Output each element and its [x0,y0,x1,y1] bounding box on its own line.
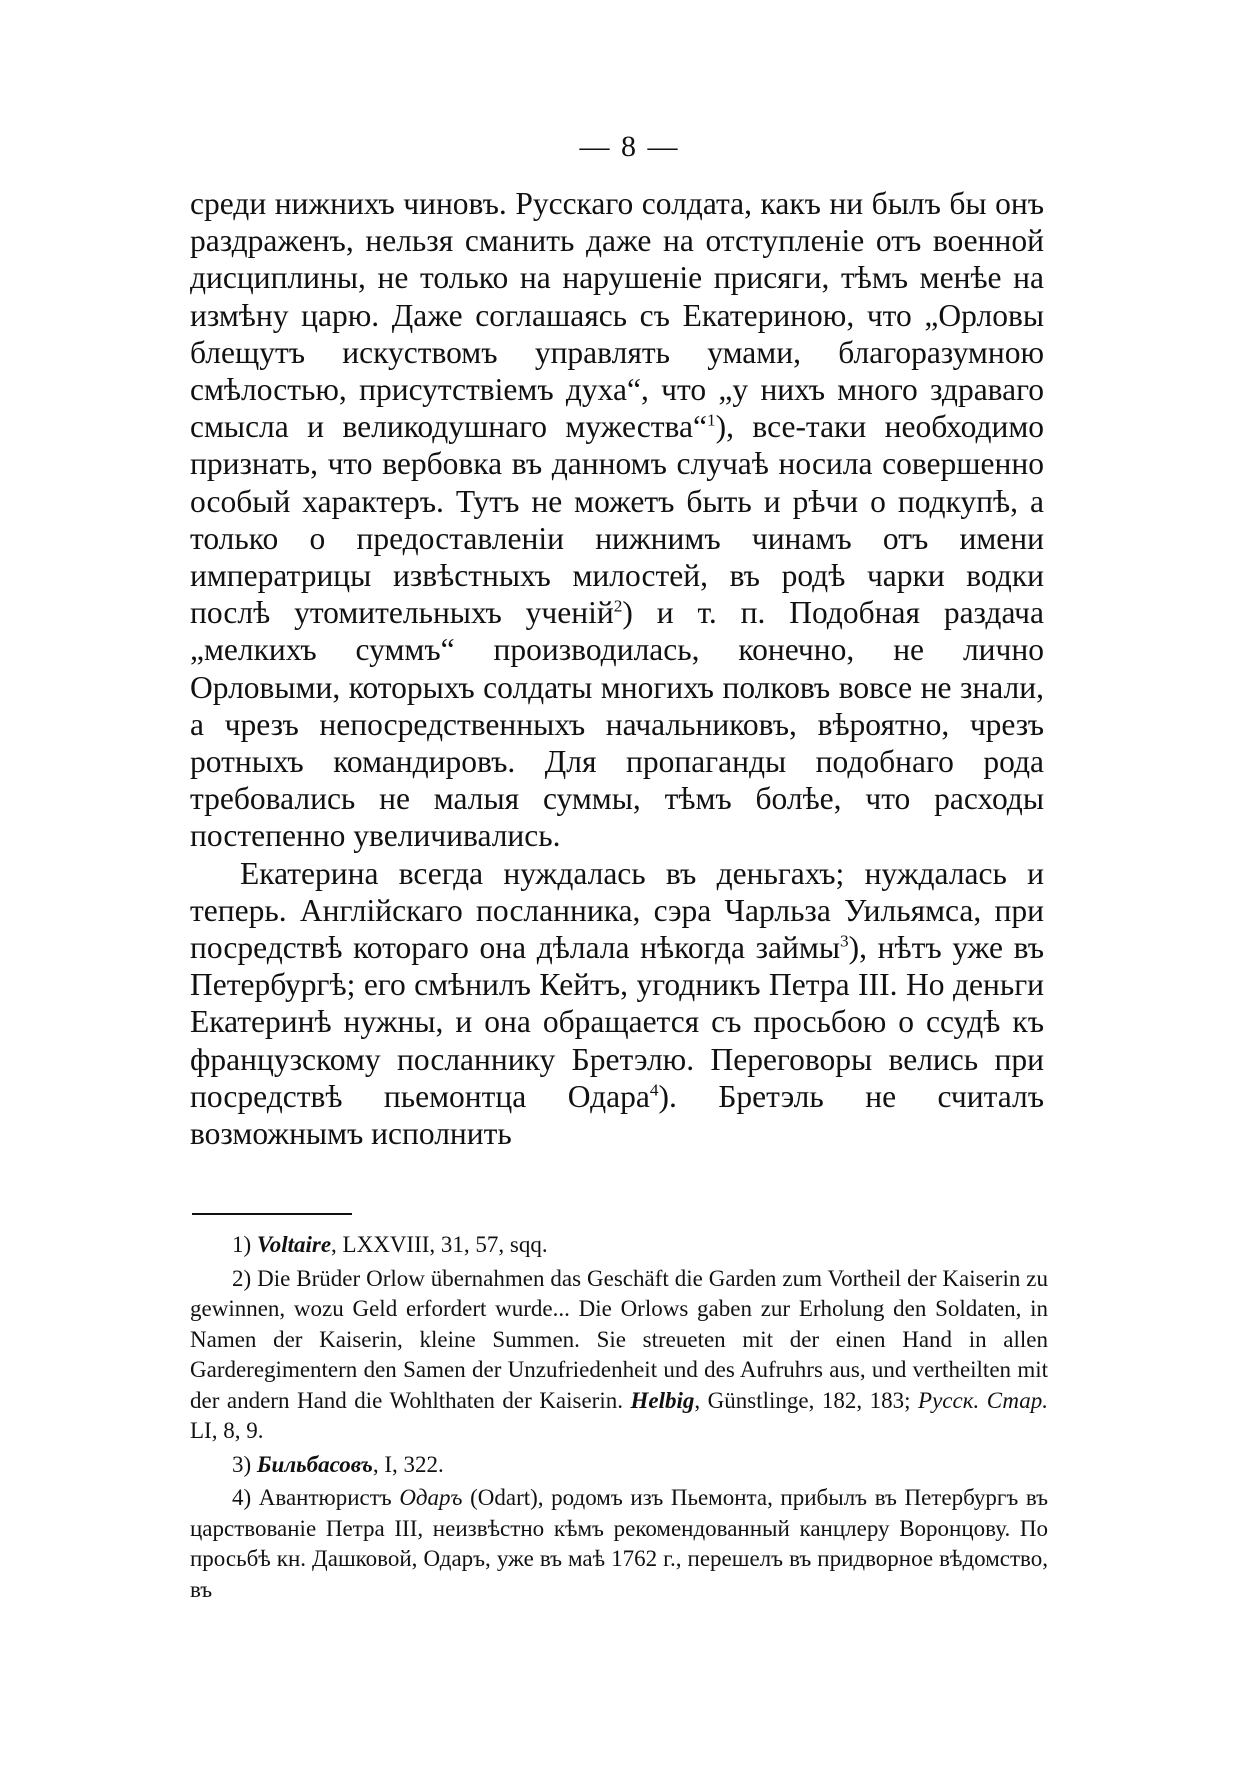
footnote-1-author: Voltaire [256,1232,332,1257]
footnote-2 [190,1264,1048,1447]
footnote-2-end: LI, 8, 9. [190,1418,264,1443]
footnote-3-rest: , I, 322. [372,1451,444,1477]
footnote-1 [190,1230,1048,1261]
paragraph-2-text-c: ). Бретэль не считалъ возможнымъ исполнить [190,1078,1044,1152]
footnote-2-text: Die Brüder Orlow übernahmen das Geschäft die Garden zum Vortheil der Kaiserin zu gewinnen, wozu Geld erfordert wurde... Die Orlows gaben zur Erholung den Soldaten, in Namen der Kaiserin, kleine Summen. Sie streueten mit der einen Hand in allen Garderegimentern den Samen der Unzufriedenheit und des Aufruhrs aus, und vertheilten mit der andern Hand die Wohlthaten der Kaiserin. [190,1265,1049,1413]
paragraph-2-text-b: ), нѣтъ уже въ Петербургѣ; его смѣнилъ Кейтъ, угодникъ Петра III. Но деньги Екатеринѣ нужны, и она обращается съ просьбою о ссудѣ къ французскому посланнику Бретэлю. Переговоры велись при посредствѣ пьемонтца Одара [190,930,1045,1114]
paragraph-2-text-a: Екатерина всегда нуждалась въ деньгахъ; нуждалась и теперь. Англійскаго посланника, сэра Чарльза Уильямса, при посредствѣ котораго она дѣлала нѣкогда займы [190,855,1044,966]
page-number: — 8 — [579,130,680,163]
paragraph-1-text-c: ) и т. п. Подобная раздача „мелкихъ суммъ“ производилась, конечно, не лично Орловыми, которыхъ солдаты многихъ полковъ вовсе не знали, а чрезъ непосредственныхъ начальниковъ, вѣроятно, чрезъ ротныхъ командировъ. Для пропаганды подобнаго рода требовались не малыя суммы, тѣмъ болѣе, что расходы постепенно увеличивались. [190,595,1044,854]
footnote-4-pre: Авантюристъ [258,1485,392,1510]
footnote-ref-2: 2 [613,596,623,616]
footnote-3-author: Бильбасовъ [256,1451,373,1477]
footnote-2-source: Русск. Стар. [918,1387,1049,1413]
paragraph-1-text-b: ), все-таки необходимо признать, что вербовка въ данномъ случаѣ носила совершенно особый характеръ. Тутъ не можетъ быть и рѣчи о подкупѣ, а только о предоставленіи нижнимъ чинамъ отъ имени императрицы извѣстныхъ милостей, въ родѣ чарки водки послѣ утомительныхъ ученій [190,409,1045,631]
footnote-1-mark: 1) [232,1232,252,1257]
paragraph-1-text-a: среди нижнихъ чиновъ. Русскаго солдата, какъ ни былъ бы онъ раздраженъ, нельзя сманить даже на отступленіе отъ военной дисциплины, не только на нарушеніе присяги, тѣмъ менѣе на измѣну царю. Даже соглашаясь съ Екатериною, что „Орловы блещутъ искуствомъ управлять умами, благоразумною смѣлостью, присутствіемъ духа“, что „у нихъ много здраваго смысла и великодушнаго мужества“ [190,186,1044,445]
footnote-4-name: Одаръ [399,1485,463,1510]
footnote-ref-1: 1 [706,410,716,430]
footnote-4 [190,1483,1048,1605]
footnote-divider [192,1213,352,1215]
footnote-ref-3: 3 [839,931,849,951]
paragraph-1 [190,185,1044,855]
footnote-ref-4: 4 [649,1080,659,1100]
footnote-2-author: Helbig [630,1387,695,1413]
footnote-2-mark: 2) [232,1265,252,1291]
footnote-4-mark: 4) [232,1485,252,1510]
footnote-4-text: (Odart), родомъ изъ Пьемонта, прибылъ въ Петербургъ въ царствованіе Петра III, неизвѣстно кѣмъ рекомендованный канцлеру Воронцову. По просьбѣ кн. Дашковой, Одаръ, уже въ маѣ 1762 г., перешелъ въ придворное вѣдомство, въ [190,1485,1049,1602]
footnote-3 [190,1450,1048,1481]
footnotes [190,1230,1048,1605]
footnote-1-rest: , LXXVIII, 31, 57, sqq. [331,1232,548,1257]
footnote-3-mark: 3) [232,1451,252,1477]
footnote-2-mid: , Günstlinge, 182, 183; [694,1387,911,1413]
paragraph-2 [190,855,1044,1153]
main-text [190,185,1044,1152]
